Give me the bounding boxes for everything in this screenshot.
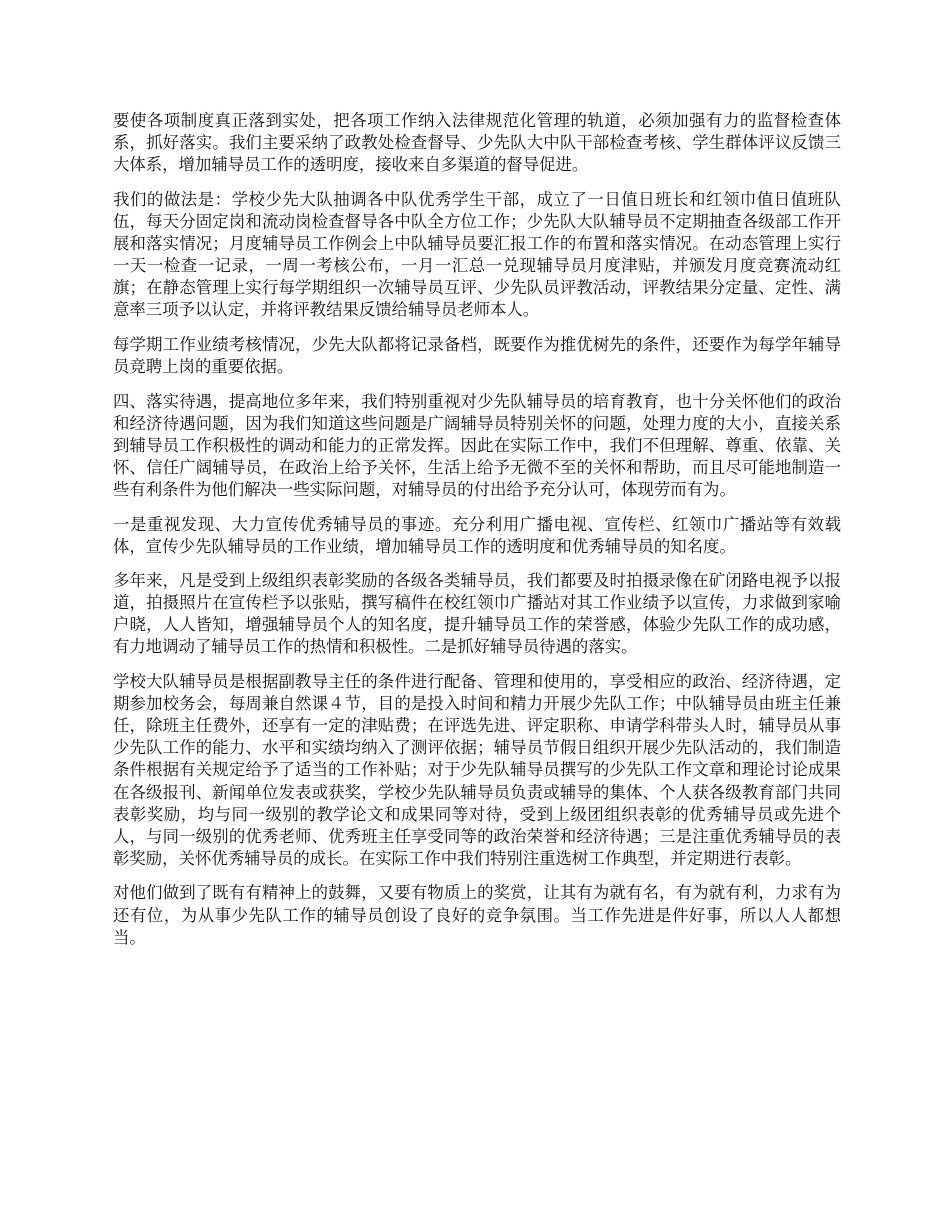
paragraph: 我们的做法是：学校少先大队抽调各中队优秀学生干部，成立了一日值日班长和红领巾值日值班队伍，每天分固定岗和流动岗检查督导各中队全方位工作；少先队大队辅导员不定期抽查各级部工作开展和落实情况；月度辅导员工作例会上中队辅导员要汇报工作的布置和落实情况。在动态管理上实行一天一检查一记录，一周一考核公布，一月一汇总一兑现辅导员月度津贴，并颁发月度竞赛流动红旗；在静态管理上实行每学期组织一次辅导员互评、少先队员评教活动，评教结果分定量、定性、满意率三项予以认定，并将评教结果反馈给辅导员老师本人。 [113,189,841,320]
paragraph: 每学期工作业绩考核情况，少先大队都将记录备档，既要作为推优树先的条件，还要作为每学年辅导员竞聘上岗的重要依据。 [113,334,841,376]
paragraph: 要使各项制度真正落到实处，把各项工作纳入法律规范化管理的轨道，必须加强有力的监督检查体系，抓好落实。我们主要采纳了政教处检查督导、少先队大中队干部检查考核、学生群体评议反馈三大体系，增加辅导员工作的透明度，接收来自多渠道的督导促进。 [113,111,841,175]
paragraph: 一是重视发现、大力宣传优秀辅导员的事迹。充分利用广播电视、宣传栏、红领巾广播站等有效载体，宣传少先队辅导员的工作业绩，增加辅导员工作的透明度和优秀辅导员的知名度。 [113,514,841,556]
paragraph: 多年来，凡是受到上级组织表彰奖励的各级各类辅导员，我们都要及时拍摄录像在矿闭路电视予以报道，拍摄照片在宣传栏予以张贴，撰写稿件在校红领巾广播站对其工作业绩予以宣传，力求做到家喻户晓，人人皆知，增强辅导员个人的知名度，提升辅导员工作的荣誉感，体验少先队工作的成功感，有力地调动了辅导员工作的热情和积极性。二是抓好辅导员待遇的落实。 [113,571,841,657]
document-body [113,110,841,961]
paragraph: 四、落实待遇，提高地位多年来，我们特别重视对少先队辅导员的培育教育，也十分关怀他们的政治和经济待遇问题，因为我们知道这些问题是广阔辅导员特别关怀的问题，处理力度的大小，直接关系到辅导员工作积极性的调动和能力的正常发挥。因此在实际工作中，我们不但理解、尊重、依靠、关怀、信任广阔辅导员，在政治上给予关怀，生活上给予无微不至的关怀和帮助，而且尽可能地制造一些有利条件为他们解决一些实际问题，对辅导员的付出给予充分认可，体现劳而有为。 [113,391,841,499]
paragraph: 学校大队辅导员是根据副教导主任的条件进行配备、管理和使用的，享受相应的政治、经济待遇，定期参加校务会，每周兼自然课４节，目的是投入时间和精力开展少先队工作；中队辅导员由班主任兼任，除班主任费外，还享有一定的津贴费；在评选先进、评定职称、申请学科带头人时，辅导员从事少先队工作的能力、水平和实绩均纳入了测评依据；辅导员节假日组织开展少先队活动的，我们制造条件根据有关规定给予了适当的工作补贴；对于少先队辅导员撰写的少先队工作文章和理论讨论成果在各级报刊、新闻单位发表或获奖，学校少先队辅导员负责或辅导的集体、个人获各级教育部门共同表彰奖励，均与同一级别的教学论文和成果同等对待，受到上级团组织表彰的优秀辅导员或先进个人，与同一级别的优秀老师、优秀班主任享受同等的政治荣誉和经济待遇；三是注重优秀辅导员的表彰奖励，关怀优秀辅导员的成长。在实际工作中我们特别注重选树工作典型，并定期进行表彰。 [113,672,841,868]
paragraph: 对他们做到了既有有精神上的鼓舞，又要有物质上的奖赏，让其有为就有名，有为就有利，力求有为还有位，为从事少先队工作的辅导员创设了良好的竞争氛围。当工作先进是件好事，所以人人都想当。 [113,883,841,947]
